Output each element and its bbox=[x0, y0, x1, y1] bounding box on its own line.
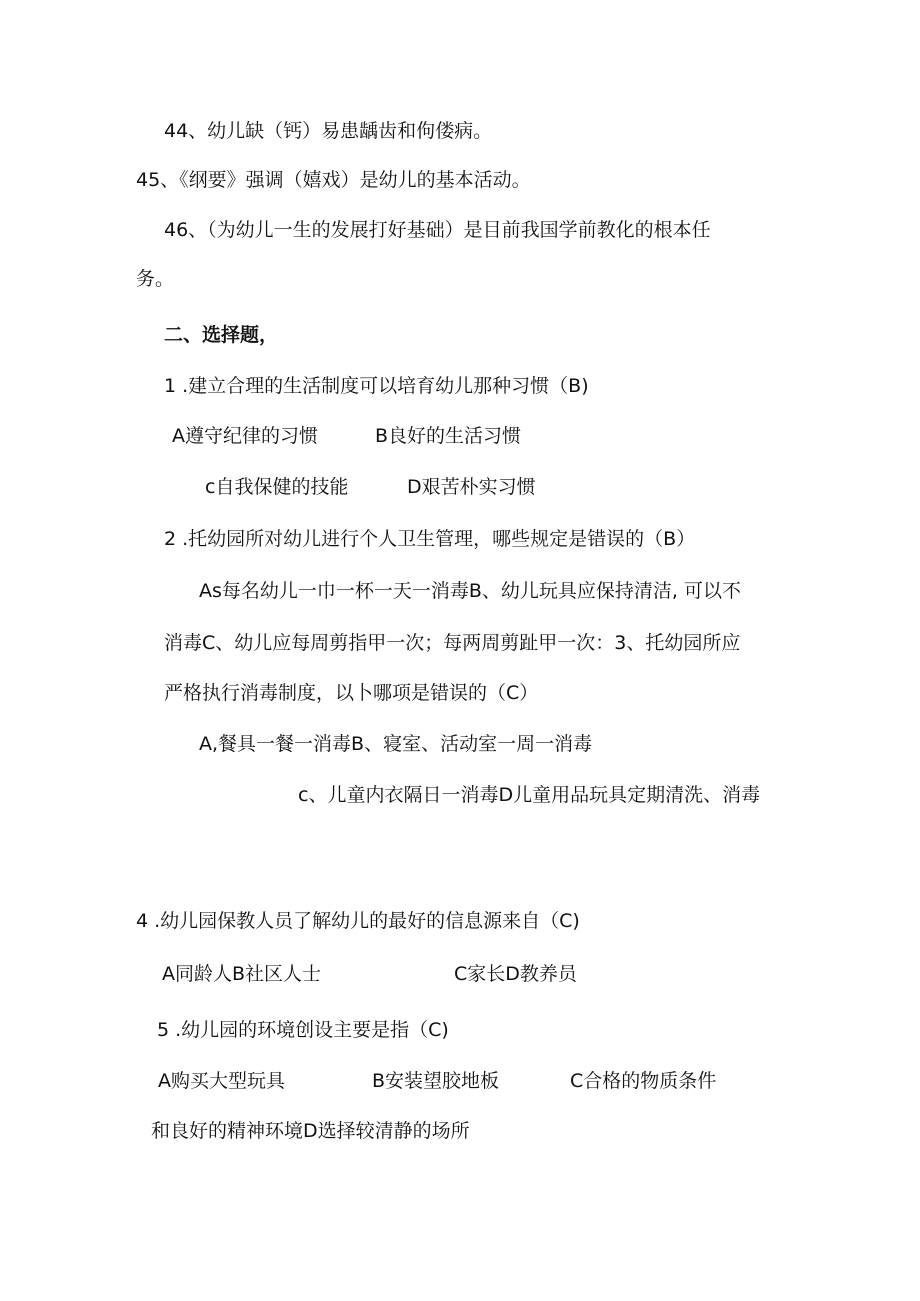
q3-stem: 严格执行消毒制度，以卜哪项是错误的（C） bbox=[164, 682, 539, 704]
fill-blank-q46-line2: 务。 bbox=[136, 268, 175, 290]
q5-option-c: C合格的物质条件 bbox=[570, 1070, 717, 1092]
q1-option-d: D艰苦朴实习惯 bbox=[407, 476, 536, 498]
q3-options-cd: c、儿童内衣隔日一消毒D儿童用品玩具定期清洗、消毒 bbox=[298, 784, 761, 806]
q1-option-c: c自我保健的技能 bbox=[205, 476, 349, 498]
q5-stem: 5 .幼儿园的环境创设主要是指（C) bbox=[157, 1019, 449, 1041]
q2-options-line1: As每名幼儿一巾一杯一天一消毒B、幼儿玩具应保持清洁, 可以不 bbox=[199, 580, 742, 602]
q5-option-c-cont-d: 和良好的精神环境D选择较清静的场所 bbox=[151, 1120, 470, 1142]
q4-options-cd: C家长D教养员 bbox=[454, 963, 577, 985]
q1-option-b: B良好的生活习惯 bbox=[375, 425, 522, 447]
q3-options-ab: A,餐具一餐一消毒B、寝室、活动室一周一消毒 bbox=[199, 733, 593, 755]
q2-options-line2: 消毒C、幼儿应每周剪指甲一次；每两周剪趾甲一次：3、托幼园所应 bbox=[164, 632, 741, 654]
fill-blank-q45: 45、《纲要》强调（嬉戏）是幼儿的基本活动。 bbox=[136, 169, 531, 191]
q4-stem: 4 .幼儿园保教人员了解幼儿的最好的信息源来自（C) bbox=[136, 910, 580, 932]
section-title-choice: 二、选择题， bbox=[164, 324, 279, 346]
q5-option-b: B安装望胶地板 bbox=[372, 1070, 500, 1092]
q4-options-ab: A同龄人B社区人士 bbox=[162, 963, 322, 985]
fill-blank-q46-line1: 46、（为幼儿一生的发展打好基础）是目前我国学前教化的根本任 bbox=[164, 219, 711, 241]
q2-stem: 2 .托幼园所对幼儿进行个人卫生管理，哪些规定是错误的（B） bbox=[164, 528, 696, 550]
fill-blank-q44: 44、幼儿缺（钙）易患龋齿和佝偻病。 bbox=[164, 120, 493, 142]
q5-option-a: A购买大型玩具 bbox=[158, 1070, 285, 1092]
q1-option-a: A遵守纪律的习惯 bbox=[172, 425, 318, 447]
q1-stem: 1 .建立合理的生活制度可以培育幼儿那种习惯（B) bbox=[164, 375, 589, 397]
